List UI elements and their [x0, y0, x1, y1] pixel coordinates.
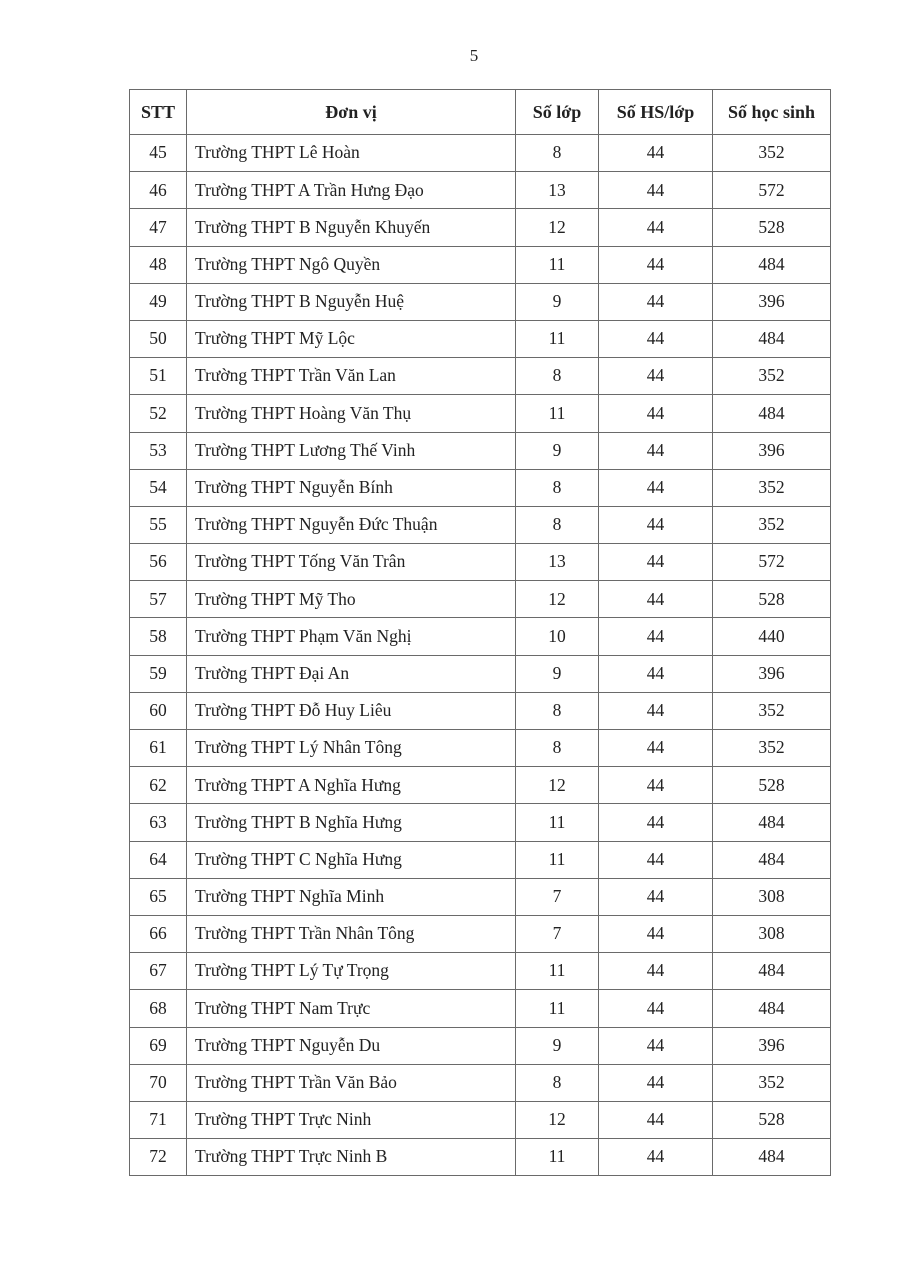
table-row: [130, 1064, 831, 1101]
cell-stt: 71: [130, 1101, 187, 1138]
cell-unit-name: Trường THPT Lý Tự Trọng: [187, 953, 516, 990]
table-row: [130, 618, 831, 655]
table-row: [130, 172, 831, 209]
cell-students-per-class: 44: [599, 841, 713, 878]
table-row: [130, 432, 831, 469]
cell-unit-name: Trường THPT Trần Nhân Tông: [187, 915, 516, 952]
cell-class-count: 7: [516, 878, 599, 915]
cell-students-per-class: 44: [599, 395, 713, 432]
cell-stt: 64: [130, 841, 187, 878]
cell-unit-name: Trường THPT B Nguyễn Khuyến: [187, 209, 516, 246]
cell-class-count: 11: [516, 320, 599, 357]
cell-stt: 55: [130, 506, 187, 543]
cell-class-count: 8: [516, 506, 599, 543]
table-row: [130, 1027, 831, 1064]
cell-students-per-class: 44: [599, 432, 713, 469]
cell-unit-name: Trường THPT B Nguyễn Huệ: [187, 283, 516, 320]
cell-stt: 50: [130, 320, 187, 357]
cell-class-count: 13: [516, 544, 599, 581]
cell-unit-name: Trường THPT Mỹ Lộc: [187, 320, 516, 357]
cell-class-count: 12: [516, 767, 599, 804]
header-unit: Đơn vị: [187, 90, 516, 135]
cell-class-count: 10: [516, 618, 599, 655]
cell-students-per-class: 44: [599, 1101, 713, 1138]
cell-unit-name: Trường THPT Nguyễn Du: [187, 1027, 516, 1064]
cell-students-per-class: 44: [599, 172, 713, 209]
cell-class-count: 11: [516, 804, 599, 841]
cell-stt: 72: [130, 1139, 187, 1176]
cell-students-per-class: 44: [599, 953, 713, 990]
cell-stt: 59: [130, 655, 187, 692]
table-row: [130, 655, 831, 692]
cell-class-count: 11: [516, 246, 599, 283]
cell-stt: 66: [130, 915, 187, 952]
cell-students-per-class: 44: [599, 544, 713, 581]
cell-stt: 57: [130, 581, 187, 618]
cell-student-count: 352: [713, 469, 831, 506]
cell-class-count: 11: [516, 953, 599, 990]
cell-unit-name: Trường THPT Nguyễn Bính: [187, 469, 516, 506]
cell-stt: 49: [130, 283, 187, 320]
cell-students-per-class: 44: [599, 469, 713, 506]
cell-students-per-class: 44: [599, 915, 713, 952]
cell-class-count: 12: [516, 1101, 599, 1138]
cell-unit-name: Trường THPT Lê Hoàn: [187, 135, 516, 172]
table-row: [130, 469, 831, 506]
cell-students-per-class: 44: [599, 767, 713, 804]
cell-unit-name: Trường THPT C Nghĩa Hưng: [187, 841, 516, 878]
cell-class-count: 8: [516, 730, 599, 767]
school-student-table: [129, 89, 831, 1176]
table-row: [130, 767, 831, 804]
cell-students-per-class: 44: [599, 1027, 713, 1064]
table-row: [130, 804, 831, 841]
cell-students-per-class: 44: [599, 692, 713, 729]
cell-stt: 52: [130, 395, 187, 432]
cell-student-count: 484: [713, 953, 831, 990]
cell-student-count: 528: [713, 1101, 831, 1138]
cell-stt: 63: [130, 804, 187, 841]
cell-students-per-class: 44: [599, 246, 713, 283]
cell-unit-name: Trường THPT Trần Văn Lan: [187, 358, 516, 395]
cell-stt: 60: [130, 692, 187, 729]
table-header: [130, 90, 831, 135]
cell-student-count: 528: [713, 767, 831, 804]
cell-stt: 48: [130, 246, 187, 283]
cell-unit-name: Trường THPT Trực Ninh B: [187, 1139, 516, 1176]
header-class-count: Số lớp: [516, 90, 599, 135]
cell-unit-name: Trường THPT Hoàng Văn Thụ: [187, 395, 516, 432]
header-stt: STT: [130, 90, 187, 135]
table-row: [130, 581, 831, 618]
cell-student-count: 308: [713, 878, 831, 915]
table-row: [130, 358, 831, 395]
cell-student-count: 528: [713, 581, 831, 618]
cell-stt: 67: [130, 953, 187, 990]
cell-student-count: 484: [713, 320, 831, 357]
cell-class-count: 8: [516, 358, 599, 395]
table-row: [130, 320, 831, 357]
cell-class-count: 9: [516, 283, 599, 320]
cell-student-count: 484: [713, 395, 831, 432]
table-row: [130, 990, 831, 1027]
cell-student-count: 484: [713, 246, 831, 283]
cell-class-count: 9: [516, 432, 599, 469]
table-row: [130, 730, 831, 767]
cell-student-count: 440: [713, 618, 831, 655]
cell-unit-name: Trường THPT Trần Văn Bảo: [187, 1064, 516, 1101]
cell-students-per-class: 44: [599, 1139, 713, 1176]
cell-stt: 61: [130, 730, 187, 767]
table-row: [130, 544, 831, 581]
table-body: [130, 135, 831, 1176]
cell-class-count: 8: [516, 469, 599, 506]
cell-student-count: 396: [713, 1027, 831, 1064]
cell-students-per-class: 44: [599, 135, 713, 172]
cell-student-count: 352: [713, 506, 831, 543]
cell-unit-name: Trường THPT Đại An: [187, 655, 516, 692]
cell-stt: 53: [130, 432, 187, 469]
cell-class-count: 13: [516, 172, 599, 209]
cell-students-per-class: 44: [599, 283, 713, 320]
cell-stt: 54: [130, 469, 187, 506]
cell-student-count: 528: [713, 209, 831, 246]
cell-unit-name: Trường THPT Lương Thế Vinh: [187, 432, 516, 469]
cell-class-count: 11: [516, 841, 599, 878]
cell-class-count: 12: [516, 581, 599, 618]
cell-stt: 45: [130, 135, 187, 172]
cell-student-count: 484: [713, 841, 831, 878]
cell-stt: 62: [130, 767, 187, 804]
cell-student-count: 396: [713, 432, 831, 469]
table-row: [130, 692, 831, 729]
cell-students-per-class: 44: [599, 618, 713, 655]
table-row: [130, 209, 831, 246]
cell-unit-name: Trường THPT Nam Trực: [187, 990, 516, 1027]
cell-student-count: 572: [713, 172, 831, 209]
table-row: [130, 246, 831, 283]
cell-stt: 65: [130, 878, 187, 915]
cell-stt: 69: [130, 1027, 187, 1064]
cell-class-count: 11: [516, 1139, 599, 1176]
cell-student-count: 484: [713, 804, 831, 841]
table-row: [130, 915, 831, 952]
cell-students-per-class: 44: [599, 506, 713, 543]
table-row: [130, 1101, 831, 1138]
table-row: [130, 953, 831, 990]
cell-students-per-class: 44: [599, 1064, 713, 1101]
header-student-count: Số học sinh: [713, 90, 831, 135]
cell-students-per-class: 44: [599, 358, 713, 395]
table-row: [130, 878, 831, 915]
header-row: [130, 90, 831, 135]
cell-class-count: 11: [516, 395, 599, 432]
cell-stt: 51: [130, 358, 187, 395]
cell-unit-name: Trường THPT Nghĩa Minh: [187, 878, 516, 915]
cell-student-count: 396: [713, 283, 831, 320]
cell-student-count: 396: [713, 655, 831, 692]
cell-unit-name: Trường THPT Nguyễn Đức Thuận: [187, 506, 516, 543]
cell-student-count: 484: [713, 990, 831, 1027]
cell-unit-name: Trường THPT Trực Ninh: [187, 1101, 516, 1138]
cell-students-per-class: 44: [599, 209, 713, 246]
cell-unit-name: Trường THPT A Nghĩa Hưng: [187, 767, 516, 804]
cell-students-per-class: 44: [599, 990, 713, 1027]
cell-stt: 46: [130, 172, 187, 209]
cell-unit-name: Trường THPT Mỹ Tho: [187, 581, 516, 618]
cell-student-count: 352: [713, 135, 831, 172]
page-number: 5: [469, 46, 479, 65]
cell-students-per-class: 44: [599, 320, 713, 357]
cell-students-per-class: 44: [599, 730, 713, 767]
cell-unit-name: Trường THPT Ngô Quyền: [187, 246, 516, 283]
cell-unit-name: Trường THPT A Trần Hưng Đạo: [187, 172, 516, 209]
cell-stt: 70: [130, 1064, 187, 1101]
cell-student-count: 352: [713, 358, 831, 395]
cell-class-count: 8: [516, 135, 599, 172]
cell-student-count: 308: [713, 915, 831, 952]
cell-student-count: 352: [713, 1064, 831, 1101]
cell-unit-name: Trường THPT B Nghĩa Hưng: [187, 804, 516, 841]
cell-class-count: 12: [516, 209, 599, 246]
cell-student-count: 352: [713, 730, 831, 767]
header-students-per-class: Số HS/lớp: [599, 90, 713, 135]
cell-students-per-class: 44: [599, 581, 713, 618]
cell-student-count: 352: [713, 692, 831, 729]
cell-stt: 47: [130, 209, 187, 246]
cell-class-count: 11: [516, 990, 599, 1027]
cell-unit-name: Trường THPT Tống Văn Trân: [187, 544, 516, 581]
cell-class-count: 9: [516, 1027, 599, 1064]
cell-class-count: 9: [516, 655, 599, 692]
cell-unit-name: Trường THPT Phạm Văn Nghị: [187, 618, 516, 655]
table-row: [130, 1139, 831, 1176]
table-row: [130, 135, 831, 172]
cell-students-per-class: 44: [599, 655, 713, 692]
table-row: [130, 395, 831, 432]
cell-students-per-class: 44: [599, 878, 713, 915]
table-row: [130, 841, 831, 878]
cell-stt: 56: [130, 544, 187, 581]
cell-stt: 68: [130, 990, 187, 1027]
cell-class-count: 8: [516, 1064, 599, 1101]
cell-unit-name: Trường THPT Đỗ Huy Liêu: [187, 692, 516, 729]
cell-student-count: 484: [713, 1139, 831, 1176]
cell-student-count: 572: [713, 544, 831, 581]
cell-class-count: 8: [516, 692, 599, 729]
cell-class-count: 7: [516, 915, 599, 952]
table-row: [130, 506, 831, 543]
table-row: [130, 283, 831, 320]
cell-students-per-class: 44: [599, 804, 713, 841]
cell-unit-name: Trường THPT Lý Nhân Tông: [187, 730, 516, 767]
cell-stt: 58: [130, 618, 187, 655]
